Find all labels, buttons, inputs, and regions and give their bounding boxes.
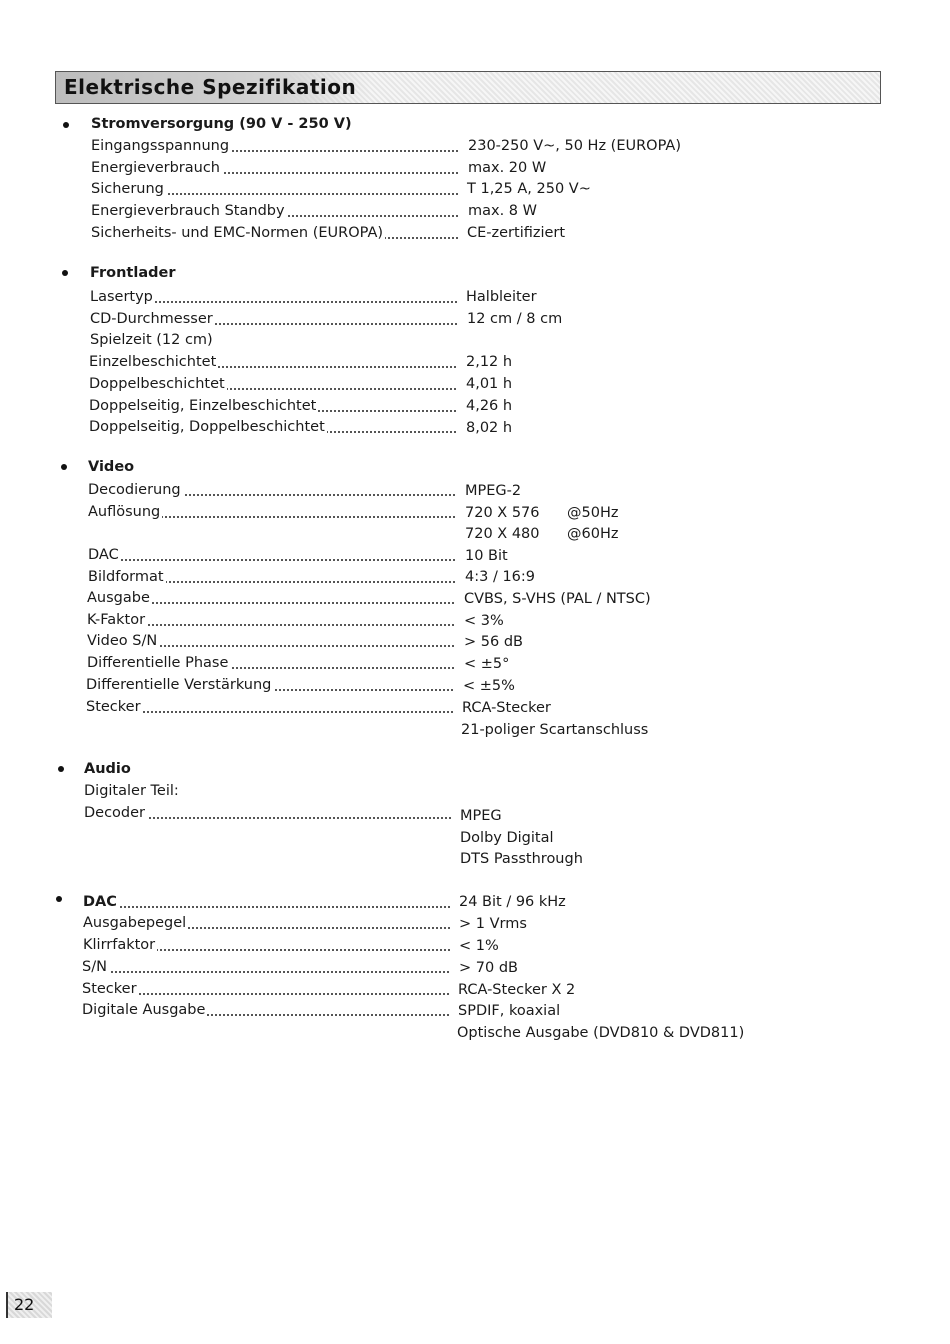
spec-label: Sicherheits- und EMC-Normen (EUROPA): [91, 225, 384, 241]
spec-row: [89, 374, 459, 396]
spec-row: [83, 935, 453, 957]
spec-value: < 3%: [464, 613, 504, 629]
spec-row: [90, 287, 460, 309]
spec-value: 230-250 V~, 50 Hz (EUROPA): [468, 138, 681, 154]
spec-row: [82, 979, 452, 1001]
spec-label: Doppelbeschichtet: [89, 376, 225, 392]
spec-label: Klirrfaktor: [83, 937, 156, 953]
spec-row: [83, 892, 453, 914]
spec-row: [91, 136, 461, 158]
spec-value: < ±5%: [463, 678, 515, 694]
spec-value: Optische Ausgabe (DVD810 & DVD811): [457, 1025, 745, 1041]
spec-value-secondary: @50Hz: [567, 505, 619, 521]
spec-label: Ausgabepegel: [83, 915, 187, 931]
spec-label: S/N: [82, 959, 107, 975]
spec-row: [88, 567, 458, 589]
spec-row: [84, 803, 454, 825]
spec-label: Spielzeit (12 cm): [90, 332, 213, 348]
spec-label: CD-Durchmesser: [90, 311, 213, 327]
section-title: Audio: [84, 761, 131, 777]
spec-row: [86, 675, 456, 697]
spec-value: SPDIF, koaxial: [458, 1003, 561, 1019]
spec-value: 4,26 h: [466, 398, 513, 414]
spec-row: [87, 631, 457, 653]
spec-label: Einzelbeschichtet: [89, 354, 217, 370]
spec-value: max. 8 W: [468, 203, 537, 219]
spec-row: [88, 480, 458, 502]
spec-row: [87, 588, 457, 610]
spec-row: [91, 158, 461, 180]
section-title: Frontlader: [90, 265, 176, 281]
spec-value: 720 X 480: [465, 526, 540, 542]
spec-value: 4,01 h: [466, 376, 513, 392]
spec-value: 10 Bit: [465, 548, 508, 564]
spec-label: Auflösung: [88, 504, 161, 520]
spec-label: Stecker: [86, 699, 141, 715]
spec-value-secondary: @60Hz: [567, 526, 619, 542]
spec-label: Ausgabe: [87, 590, 150, 606]
spec-value: RCA-Stecker X 2: [458, 982, 576, 998]
spec-row: [87, 653, 457, 675]
spec-value: CE-zertifiziert: [467, 225, 566, 241]
spec-row: [87, 610, 457, 632]
spec-label: Bildformat: [88, 569, 164, 585]
spec-label: Digitale Ausgabe: [82, 1002, 206, 1018]
spec-value: < ±5°: [464, 656, 510, 672]
spec-value: Halbleiter: [466, 289, 537, 305]
spec-value: RCA-Stecker: [462, 700, 551, 716]
section-title: Stromversorgung (90 V - 250 V): [91, 116, 352, 132]
section-header-bar: [55, 71, 881, 104]
spec-label: Differentielle Verstärkung: [86, 677, 272, 693]
spec-value: 720 X 576: [465, 505, 540, 521]
spec-label: Decodierung: [88, 482, 181, 498]
spec-row: [82, 1000, 452, 1022]
spec-row: [89, 417, 459, 439]
spec-label: Doppelseitig, Einzelbeschichtet: [89, 398, 317, 414]
spec-value: MPEG-2: [465, 483, 522, 499]
spec-label: DAC: [88, 547, 119, 563]
spec-label: Eingangsspannung: [91, 138, 230, 154]
spec-label: Doppelseitig, Doppelbeschichtet: [89, 419, 325, 435]
bullet-icon: [63, 122, 69, 128]
spec-value: CVBS, S-VHS (PAL / NTSC): [464, 591, 651, 607]
spec-value: Dolby Digital: [460, 830, 554, 846]
spec-value: DTS Passthrough: [460, 851, 583, 867]
page-number: 22: [6, 1292, 52, 1318]
section-title: Video: [88, 459, 135, 475]
spec-row: [89, 352, 459, 374]
section-title: DAC: [83, 894, 117, 910]
spec-row: [91, 179, 461, 201]
spec-value: 4:3 / 16:9: [465, 569, 536, 585]
bullet-icon: [58, 766, 64, 772]
spec-label: Energieverbrauch: [91, 160, 220, 176]
spec-value: 12 cm / 8 cm: [467, 311, 563, 327]
spec-label: Digitaler Teil:: [84, 783, 179, 799]
spec-row: [88, 545, 458, 567]
spec-value: > 56 dB: [464, 634, 523, 650]
spec-value: > 70 dB: [459, 960, 518, 976]
spec-label: Sicherung: [91, 181, 164, 197]
spec-row: [91, 223, 461, 245]
spec-value: T 1,25 A, 250 V~: [467, 181, 591, 197]
bullet-icon: [56, 896, 62, 902]
spec-row: [86, 697, 456, 719]
spec-row: [91, 201, 461, 223]
page-number-marker: [6, 1292, 8, 1318]
spec-row: [88, 502, 458, 524]
spec-value: > 1 Vrms: [459, 916, 527, 932]
spec-row: [89, 396, 459, 418]
spec-row: [90, 309, 460, 331]
spec-value: 21-poliger Scartanschluss: [461, 722, 649, 738]
spec-label: Decoder: [84, 805, 146, 821]
spec-row: [82, 957, 452, 979]
spec-label: Energieverbrauch Standby: [91, 203, 285, 219]
spec-label: Video S/N: [87, 633, 158, 649]
spec-row: [83, 913, 453, 935]
bullet-icon: [61, 464, 67, 470]
spec-value: 24 Bit / 96 kHz: [459, 894, 566, 910]
spec-value: 2,12 h: [466, 354, 513, 370]
spec-label: Stecker: [82, 981, 137, 997]
page-title: Elektrische Spezifikation: [56, 72, 372, 103]
spec-label: Differentielle Phase: [87, 655, 229, 671]
spec-label: Lasertyp: [90, 289, 153, 305]
spec-value: 8,02 h: [466, 420, 513, 436]
spec-label: K-Faktor: [87, 612, 146, 628]
spec-value: < 1%: [459, 938, 499, 954]
spec-value: max. 20 W: [468, 160, 547, 176]
bullet-icon: [62, 270, 68, 276]
spec-value: MPEG: [460, 808, 502, 824]
